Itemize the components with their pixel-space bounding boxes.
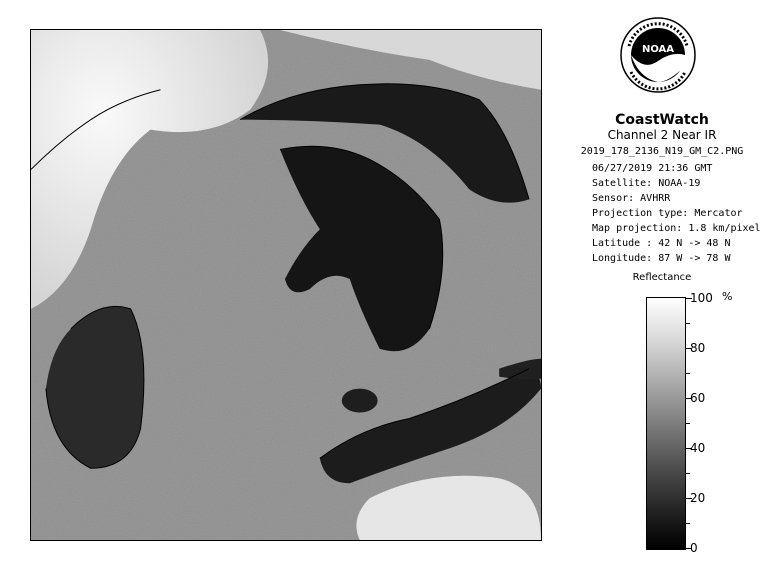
colorbar-minor-tick xyxy=(686,323,690,324)
satellite-map xyxy=(30,29,542,541)
projection-type: Projection type: Mercator xyxy=(592,208,743,219)
noaa-logo xyxy=(619,16,697,110)
colorbar-minor-tick xyxy=(686,523,690,524)
colorbar-minor-tick xyxy=(686,423,690,424)
file-name: 2019_178_2136_N19_GM_C2.PNG xyxy=(580,146,744,157)
colorbar-tick-label: 60 xyxy=(690,391,706,405)
latitude-range: Latitude : 42 N -> 48 N xyxy=(592,238,731,249)
legend-title: Reflectance xyxy=(632,272,692,283)
colorbar-tick-label: 0 xyxy=(690,541,698,555)
legend-unit: % xyxy=(722,290,733,303)
colorbar-minor-tick xyxy=(686,373,690,374)
colorbar-tick-label: 80 xyxy=(690,341,706,355)
sensor-info: Sensor: AVHRR xyxy=(592,193,671,204)
colorbar-tick-label: 20 xyxy=(690,491,706,505)
svg-text:NOAA: NOAA xyxy=(641,44,675,55)
date-time: 06/27/2019 21:36 GMT xyxy=(592,163,713,174)
map-projection: Map projection: 1.8 km/pixel xyxy=(592,223,761,234)
coastwatch-title: CoastWatch xyxy=(615,112,709,128)
reflectance-colorbar xyxy=(646,297,686,550)
satellite-info: Satellite: NOAA-19 xyxy=(592,178,701,189)
colorbar-tick-label: 40 xyxy=(690,441,706,455)
colorbar-minor-tick xyxy=(686,473,690,474)
channel-subtitle: Channel 2 Near IR xyxy=(607,128,717,142)
colorbar-tick-label: 100 xyxy=(690,291,713,305)
longitude-range: Longitude: 87 W -> 78 W xyxy=(592,253,731,264)
